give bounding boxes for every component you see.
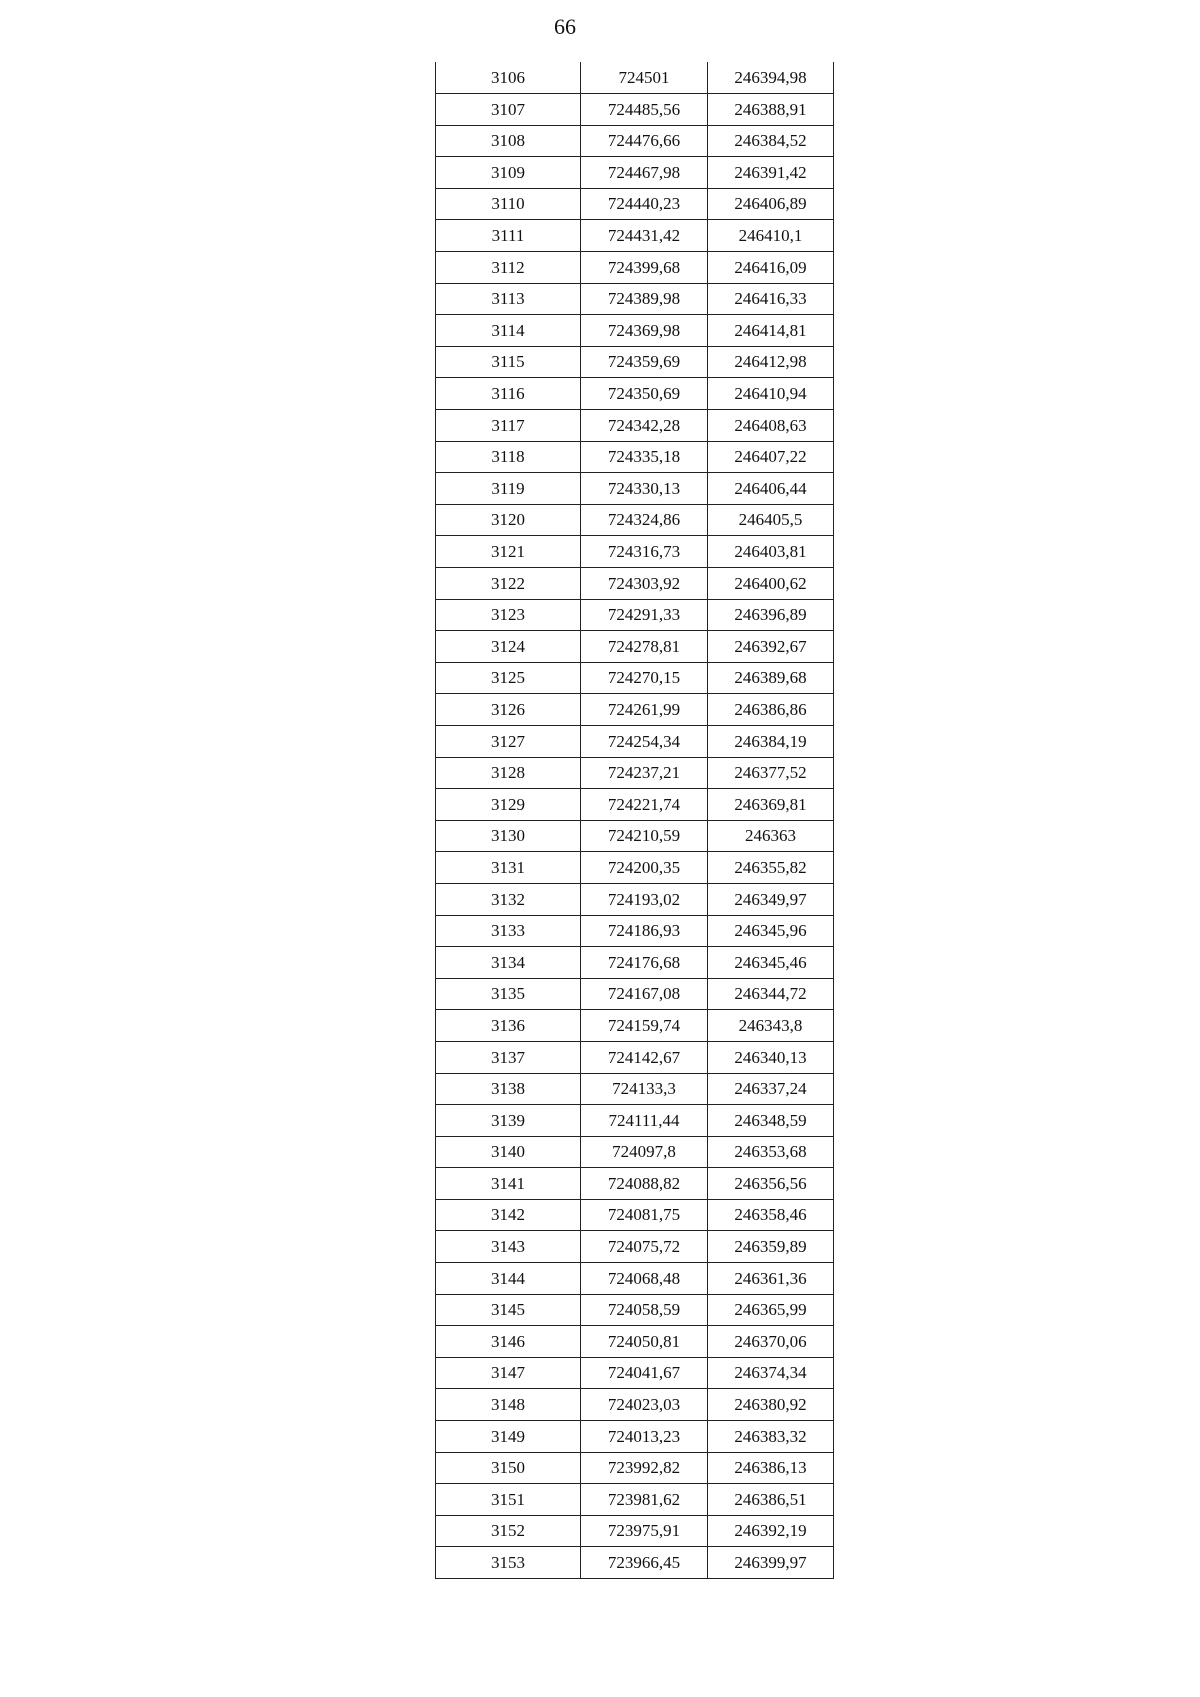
y-coordinate-cell: 246386,13 bbox=[708, 1452, 834, 1484]
y-coordinate-cell: 246349,97 bbox=[708, 883, 834, 915]
point-number-cell: 3135 bbox=[436, 978, 581, 1010]
point-number-cell: 3107 bbox=[436, 94, 581, 126]
table-row bbox=[436, 568, 834, 600]
x-coordinate-cell: 724023,03 bbox=[581, 1389, 708, 1421]
table-row bbox=[436, 1357, 834, 1389]
table-row bbox=[436, 852, 834, 884]
point-number-cell: 3153 bbox=[436, 1547, 581, 1579]
x-coordinate-cell: 724075,72 bbox=[581, 1231, 708, 1263]
y-coordinate-cell: 246410,1 bbox=[708, 220, 834, 252]
point-number-cell: 3106 bbox=[436, 62, 581, 94]
point-number-cell: 3110 bbox=[436, 188, 581, 220]
x-coordinate-cell: 724278,81 bbox=[581, 631, 708, 663]
x-coordinate-cell: 724270,15 bbox=[581, 662, 708, 694]
table-row bbox=[436, 662, 834, 694]
x-coordinate-cell: 724088,82 bbox=[581, 1168, 708, 1200]
x-coordinate-cell: 724013,23 bbox=[581, 1421, 708, 1453]
x-coordinate-cell: 724389,98 bbox=[581, 283, 708, 315]
point-number-cell: 3133 bbox=[436, 915, 581, 947]
table-row bbox=[436, 441, 834, 473]
table-row bbox=[436, 978, 834, 1010]
y-coordinate-cell: 246386,86 bbox=[708, 694, 834, 726]
table-row bbox=[436, 820, 834, 852]
y-coordinate-cell: 246407,22 bbox=[708, 441, 834, 473]
y-coordinate-cell: 246394,98 bbox=[708, 62, 834, 94]
x-coordinate-cell: 724111,44 bbox=[581, 1105, 708, 1137]
y-coordinate-cell: 246358,46 bbox=[708, 1199, 834, 1231]
table-row bbox=[436, 94, 834, 126]
x-coordinate-cell: 724350,69 bbox=[581, 378, 708, 410]
x-coordinate-cell: 724050,81 bbox=[581, 1326, 708, 1358]
point-number-cell: 3142 bbox=[436, 1199, 581, 1231]
y-coordinate-cell: 246383,32 bbox=[708, 1421, 834, 1453]
y-coordinate-cell: 246399,97 bbox=[708, 1547, 834, 1579]
point-number-cell: 3139 bbox=[436, 1105, 581, 1137]
table-row bbox=[436, 725, 834, 757]
x-coordinate-cell: 724081,75 bbox=[581, 1199, 708, 1231]
x-coordinate-cell: 724324,86 bbox=[581, 504, 708, 536]
y-coordinate-cell: 246403,81 bbox=[708, 536, 834, 568]
point-number-cell: 3146 bbox=[436, 1326, 581, 1358]
point-number-cell: 3128 bbox=[436, 757, 581, 789]
y-coordinate-cell: 246406,44 bbox=[708, 473, 834, 505]
point-number-cell: 3127 bbox=[436, 725, 581, 757]
y-coordinate-cell: 246359,89 bbox=[708, 1231, 834, 1263]
table-row bbox=[436, 1484, 834, 1516]
table-row bbox=[436, 883, 834, 915]
table-row bbox=[436, 789, 834, 821]
table-row bbox=[436, 283, 834, 315]
point-number-cell: 3111 bbox=[436, 220, 581, 252]
point-number-cell: 3118 bbox=[436, 441, 581, 473]
x-coordinate-cell: 724330,13 bbox=[581, 473, 708, 505]
table-row bbox=[436, 1041, 834, 1073]
x-coordinate-cell: 723981,62 bbox=[581, 1484, 708, 1516]
x-coordinate-cell: 724142,67 bbox=[581, 1041, 708, 1073]
table-row bbox=[436, 1136, 834, 1168]
y-coordinate-cell: 246374,34 bbox=[708, 1357, 834, 1389]
y-coordinate-cell: 246377,52 bbox=[708, 757, 834, 789]
x-coordinate-cell: 724167,08 bbox=[581, 978, 708, 1010]
x-coordinate-cell: 724399,68 bbox=[581, 252, 708, 284]
y-coordinate-cell: 246380,92 bbox=[708, 1389, 834, 1421]
y-coordinate-cell: 246355,82 bbox=[708, 852, 834, 884]
table-row bbox=[436, 1326, 834, 1358]
y-coordinate-cell: 246408,63 bbox=[708, 410, 834, 442]
point-number-cell: 3122 bbox=[436, 568, 581, 600]
point-number-cell: 3145 bbox=[436, 1294, 581, 1326]
y-coordinate-cell: 246343,8 bbox=[708, 1010, 834, 1042]
table-row bbox=[436, 504, 834, 536]
table-row bbox=[436, 1547, 834, 1579]
coordinates-table bbox=[435, 62, 834, 1579]
point-number-cell: 3121 bbox=[436, 536, 581, 568]
x-coordinate-cell: 724237,21 bbox=[581, 757, 708, 789]
point-number-cell: 3152 bbox=[436, 1515, 581, 1547]
x-coordinate-cell: 724431,42 bbox=[581, 220, 708, 252]
x-coordinate-cell: 724097,8 bbox=[581, 1136, 708, 1168]
table-row bbox=[436, 473, 834, 505]
x-coordinate-cell: 724210,59 bbox=[581, 820, 708, 852]
x-coordinate-cell: 724342,28 bbox=[581, 410, 708, 442]
table-row bbox=[436, 1263, 834, 1295]
table-row bbox=[436, 188, 834, 220]
table-row bbox=[436, 1452, 834, 1484]
x-coordinate-cell: 724058,59 bbox=[581, 1294, 708, 1326]
table-row bbox=[436, 757, 834, 789]
point-number-cell: 3138 bbox=[436, 1073, 581, 1105]
x-coordinate-cell: 724291,33 bbox=[581, 599, 708, 631]
point-number-cell: 3116 bbox=[436, 378, 581, 410]
point-number-cell: 3141 bbox=[436, 1168, 581, 1200]
x-coordinate-cell: 724316,73 bbox=[581, 536, 708, 568]
y-coordinate-cell: 246365,99 bbox=[708, 1294, 834, 1326]
table-row bbox=[436, 1389, 834, 1421]
point-number-cell: 3125 bbox=[436, 662, 581, 694]
x-coordinate-cell: 724476,66 bbox=[581, 125, 708, 157]
table-row bbox=[436, 252, 834, 284]
table-row bbox=[436, 1515, 834, 1547]
point-number-cell: 3132 bbox=[436, 883, 581, 915]
point-number-cell: 3126 bbox=[436, 694, 581, 726]
table-row bbox=[436, 410, 834, 442]
table-row bbox=[436, 947, 834, 979]
point-number-cell: 3124 bbox=[436, 631, 581, 663]
x-coordinate-cell: 724200,35 bbox=[581, 852, 708, 884]
y-coordinate-cell: 246348,59 bbox=[708, 1105, 834, 1137]
table-row bbox=[436, 125, 834, 157]
point-number-cell: 3148 bbox=[436, 1389, 581, 1421]
y-coordinate-cell: 246416,09 bbox=[708, 252, 834, 284]
table-row bbox=[436, 1421, 834, 1453]
table-row bbox=[436, 1294, 834, 1326]
point-number-cell: 3108 bbox=[436, 125, 581, 157]
y-coordinate-cell: 246363 bbox=[708, 820, 834, 852]
x-coordinate-cell: 724261,99 bbox=[581, 694, 708, 726]
table-row bbox=[436, 1168, 834, 1200]
point-number-cell: 3115 bbox=[436, 346, 581, 378]
y-coordinate-cell: 246414,81 bbox=[708, 315, 834, 347]
y-coordinate-cell: 246353,68 bbox=[708, 1136, 834, 1168]
x-coordinate-cell: 723992,82 bbox=[581, 1452, 708, 1484]
x-coordinate-cell: 724176,68 bbox=[581, 947, 708, 979]
table-row bbox=[436, 220, 834, 252]
point-number-cell: 3109 bbox=[436, 157, 581, 189]
point-number-cell: 3119 bbox=[436, 473, 581, 505]
y-coordinate-cell: 246412,98 bbox=[708, 346, 834, 378]
y-coordinate-cell: 246384,52 bbox=[708, 125, 834, 157]
y-coordinate-cell: 246337,24 bbox=[708, 1073, 834, 1105]
y-coordinate-cell: 246370,06 bbox=[708, 1326, 834, 1358]
x-coordinate-cell: 724254,34 bbox=[581, 725, 708, 757]
table-row bbox=[436, 1105, 834, 1137]
y-coordinate-cell: 246388,91 bbox=[708, 94, 834, 126]
x-coordinate-cell: 724133,3 bbox=[581, 1073, 708, 1105]
y-coordinate-cell: 246384,19 bbox=[708, 725, 834, 757]
point-number-cell: 3112 bbox=[436, 252, 581, 284]
point-number-cell: 3144 bbox=[436, 1263, 581, 1295]
y-coordinate-cell: 246392,67 bbox=[708, 631, 834, 663]
x-coordinate-cell: 724440,23 bbox=[581, 188, 708, 220]
point-number-cell: 3140 bbox=[436, 1136, 581, 1168]
x-coordinate-cell: 724335,18 bbox=[581, 441, 708, 473]
y-coordinate-cell: 246389,68 bbox=[708, 662, 834, 694]
point-number-cell: 3151 bbox=[436, 1484, 581, 1516]
y-coordinate-cell: 246392,19 bbox=[708, 1515, 834, 1547]
y-coordinate-cell: 246410,94 bbox=[708, 378, 834, 410]
point-number-cell: 3131 bbox=[436, 852, 581, 884]
point-number-cell: 3120 bbox=[436, 504, 581, 536]
table-row bbox=[436, 378, 834, 410]
point-number-cell: 3143 bbox=[436, 1231, 581, 1263]
x-coordinate-cell: 724193,02 bbox=[581, 883, 708, 915]
y-coordinate-cell: 246345,46 bbox=[708, 947, 834, 979]
x-coordinate-cell: 724359,69 bbox=[581, 346, 708, 378]
y-coordinate-cell: 246344,72 bbox=[708, 978, 834, 1010]
point-number-cell: 3136 bbox=[436, 1010, 581, 1042]
table-row bbox=[436, 1199, 834, 1231]
y-coordinate-cell: 246396,89 bbox=[708, 599, 834, 631]
coordinates-table-body bbox=[436, 62, 834, 1579]
point-number-cell: 3149 bbox=[436, 1421, 581, 1453]
point-number-cell: 3150 bbox=[436, 1452, 581, 1484]
page-number: 66 bbox=[554, 14, 576, 39]
y-coordinate-cell: 246391,42 bbox=[708, 157, 834, 189]
point-number-cell: 3113 bbox=[436, 283, 581, 315]
table-row bbox=[436, 157, 834, 189]
point-number-cell: 3114 bbox=[436, 315, 581, 347]
point-number-cell: 3134 bbox=[436, 947, 581, 979]
table-row bbox=[436, 694, 834, 726]
point-number-cell: 3117 bbox=[436, 410, 581, 442]
table-row bbox=[436, 1010, 834, 1042]
x-coordinate-cell: 724467,98 bbox=[581, 157, 708, 189]
x-coordinate-cell: 724303,92 bbox=[581, 568, 708, 600]
x-coordinate-cell: 724041,67 bbox=[581, 1357, 708, 1389]
y-coordinate-cell: 246400,62 bbox=[708, 568, 834, 600]
x-coordinate-cell: 724501 bbox=[581, 62, 708, 94]
table-row bbox=[436, 315, 834, 347]
x-coordinate-cell: 724221,74 bbox=[581, 789, 708, 821]
x-coordinate-cell: 724159,74 bbox=[581, 1010, 708, 1042]
table-row bbox=[436, 536, 834, 568]
x-coordinate-cell: 724369,98 bbox=[581, 315, 708, 347]
table-row bbox=[436, 62, 834, 94]
y-coordinate-cell: 246416,33 bbox=[708, 283, 834, 315]
x-coordinate-cell: 723975,91 bbox=[581, 1515, 708, 1547]
y-coordinate-cell: 246369,81 bbox=[708, 789, 834, 821]
y-coordinate-cell: 246361,36 bbox=[708, 1263, 834, 1295]
y-coordinate-cell: 246345,96 bbox=[708, 915, 834, 947]
x-coordinate-cell: 723966,45 bbox=[581, 1547, 708, 1579]
table-row bbox=[436, 599, 834, 631]
y-coordinate-cell: 246356,56 bbox=[708, 1168, 834, 1200]
point-number-cell: 3129 bbox=[436, 789, 581, 821]
point-number-cell: 3147 bbox=[436, 1357, 581, 1389]
y-coordinate-cell: 246340,13 bbox=[708, 1041, 834, 1073]
x-coordinate-cell: 724186,93 bbox=[581, 915, 708, 947]
x-coordinate-cell: 724485,56 bbox=[581, 94, 708, 126]
x-coordinate-cell: 724068,48 bbox=[581, 1263, 708, 1295]
point-number-cell: 3137 bbox=[436, 1041, 581, 1073]
point-number-cell: 3123 bbox=[436, 599, 581, 631]
table-row bbox=[436, 1073, 834, 1105]
table-row bbox=[436, 915, 834, 947]
point-number-cell: 3130 bbox=[436, 820, 581, 852]
y-coordinate-cell: 246386,51 bbox=[708, 1484, 834, 1516]
y-coordinate-cell: 246406,89 bbox=[708, 188, 834, 220]
table-row bbox=[436, 1231, 834, 1263]
table-row bbox=[436, 346, 834, 378]
y-coordinate-cell: 246405,5 bbox=[708, 504, 834, 536]
table-row bbox=[436, 631, 834, 663]
